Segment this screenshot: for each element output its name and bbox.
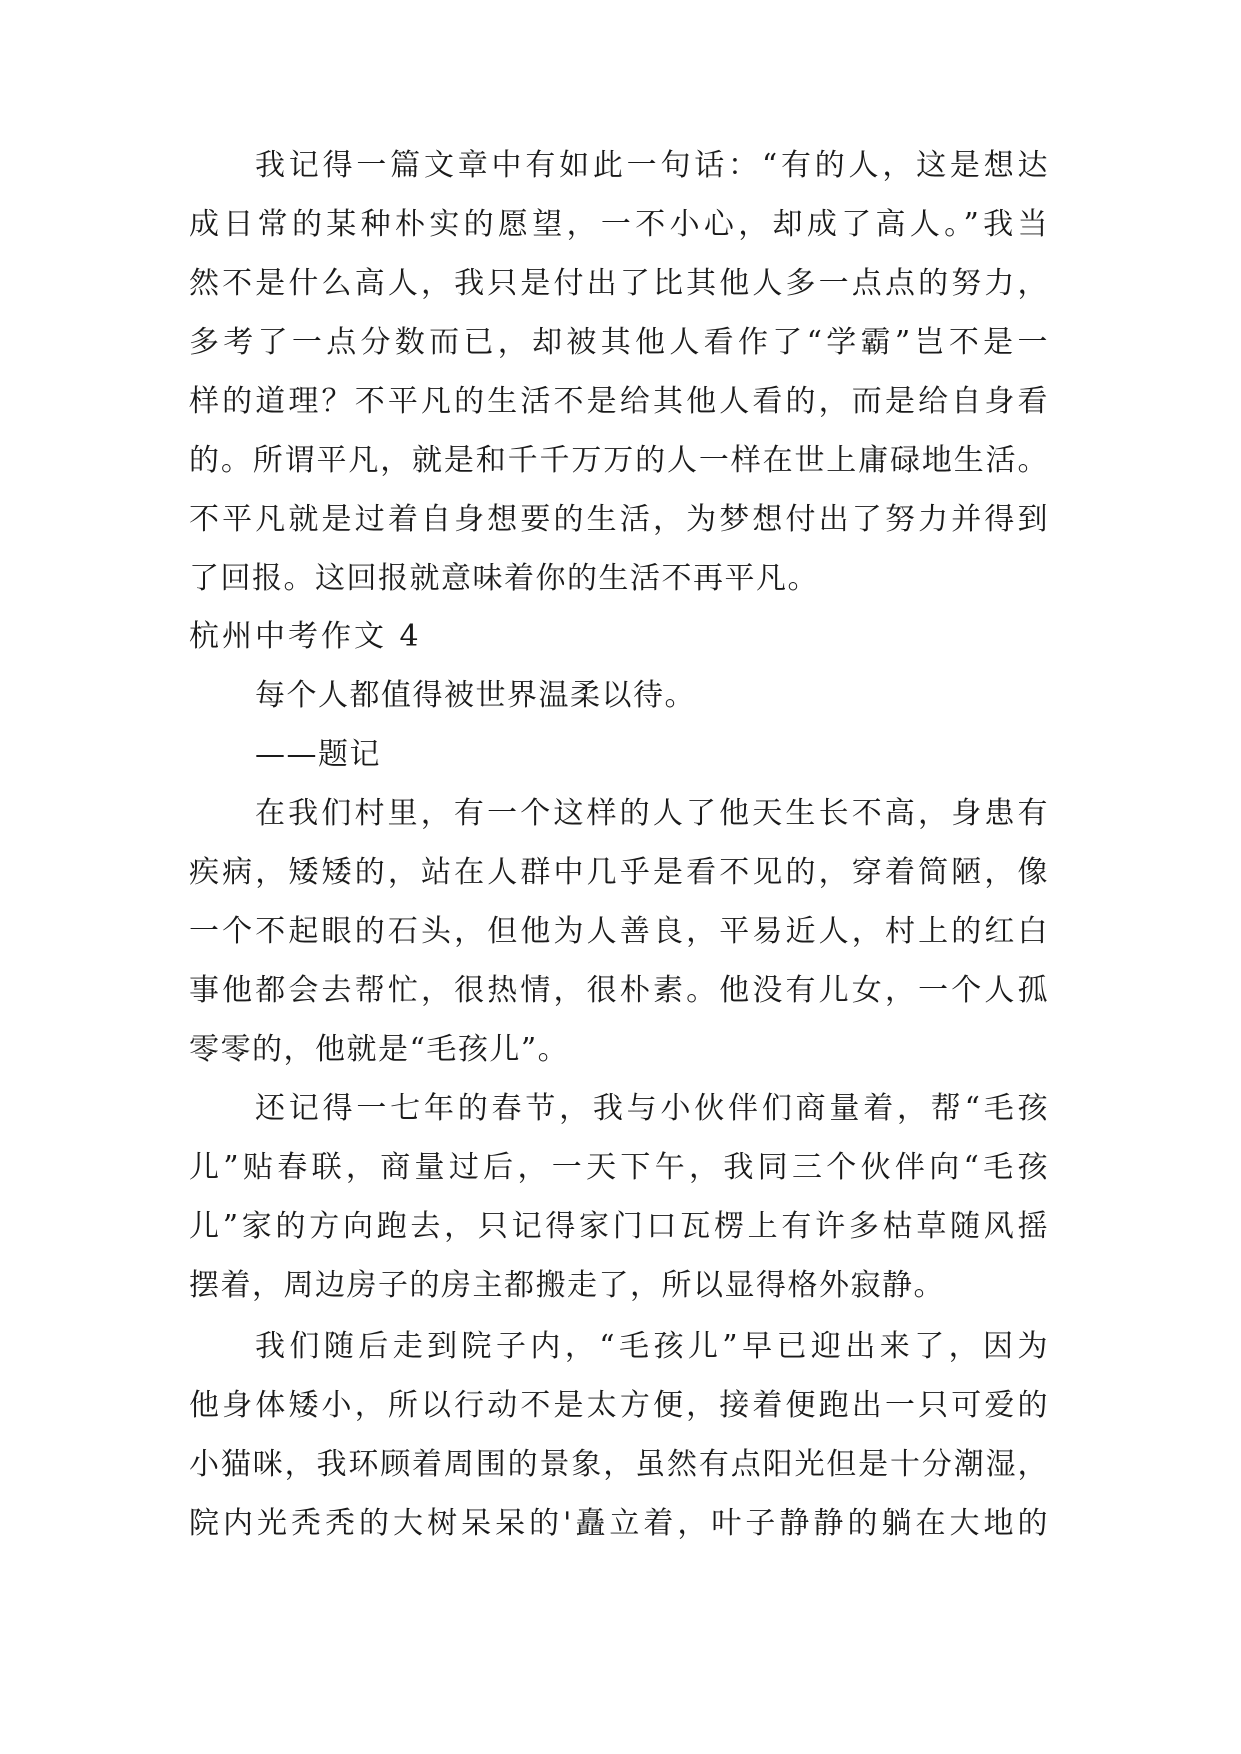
paragraph-1-line: 的。所谓平凡，就是和千千万万的人一样在世上庸碌地生活。 <box>189 443 1049 478</box>
paragraph-1-line: 了回报。这回报就意味着你的生活不再平凡。 <box>189 561 819 596</box>
paragraph-4-line: 他身体矮小，所以行动不是太方便，接着便跑出一只可爱的 <box>189 1388 1049 1423</box>
paragraph-4-line: 我们随后走到院子内，“毛孩儿”早已迎出来了，因为 <box>255 1329 1049 1364</box>
paragraph-3-line: 儿”家的方向跑去，只记得家门口瓦楞上有许多枯草随风摇 <box>189 1209 1049 1244</box>
paragraph-3-line: 儿”贴春联，商量过后，一天下午，我同三个伙伴向“毛孩 <box>189 1150 1049 1185</box>
paragraph-3-line: 摆着，周边房子的房主都搬走了，所以显得格外寂静。 <box>189 1268 945 1303</box>
paragraph-1-line: 样的道理？不平凡的生活不是给其他人看的，而是给自身看 <box>189 384 1049 419</box>
paragraph-1-line: 多考了一点分数而已，却被其他人看作了“学霸”岂不是一 <box>189 325 1049 360</box>
paragraph-2-line: 一个不起眼的石头，但他为人善良，平易近人，村上的红白 <box>189 914 1049 949</box>
paragraph-1-line: 然不是什么高人，我只是付出了比其他人多一点点的努力， <box>189 266 1049 301</box>
paragraph-1-line: 成日常的某种朴实的愿望，一不小心，却成了高人。”我当 <box>189 207 1049 242</box>
paragraph-1-line: 不平凡就是过着自身想要的生活，为梦想付出了努力并得到 <box>189 502 1049 537</box>
paragraph-2-line: 事他都会去帮忙，很热情，很朴素。他没有儿女，一个人孤 <box>189 973 1049 1008</box>
paragraph-1-line: 我记得一篇文章中有如此一句话：“有的人，这是想达 <box>255 148 1049 183</box>
section-heading: 杭州中考作文 4 <box>189 619 422 654</box>
paragraph-2-line: 疾病，矮矮的，站在人群中几乎是看不见的，穿着简陋，像 <box>189 855 1049 890</box>
paragraph-4-line: 院内光秃秃的大树呆呆的'矗立着，叶子静静的躺在大地的 <box>189 1506 1049 1541</box>
epigraph-attribution: ——题记 <box>255 737 381 772</box>
paragraph-4-line: 小猫咪，我环顾着周围的景象，虽然有点阳光但是十分潮湿， <box>189 1447 1049 1482</box>
paragraph-2-line: 在我们村里，有一个这样的人了他天生长不高，身患有 <box>255 796 1049 831</box>
paragraph-2-line: 零零的，他就是“毛孩儿”。 <box>189 1032 570 1067</box>
epigraph: 每个人都值得被世界温柔以待。 <box>255 678 696 713</box>
paragraph-3-line: 还记得一七年的春节，我与小伙伴们商量着，帮“毛孩 <box>255 1091 1049 1126</box>
